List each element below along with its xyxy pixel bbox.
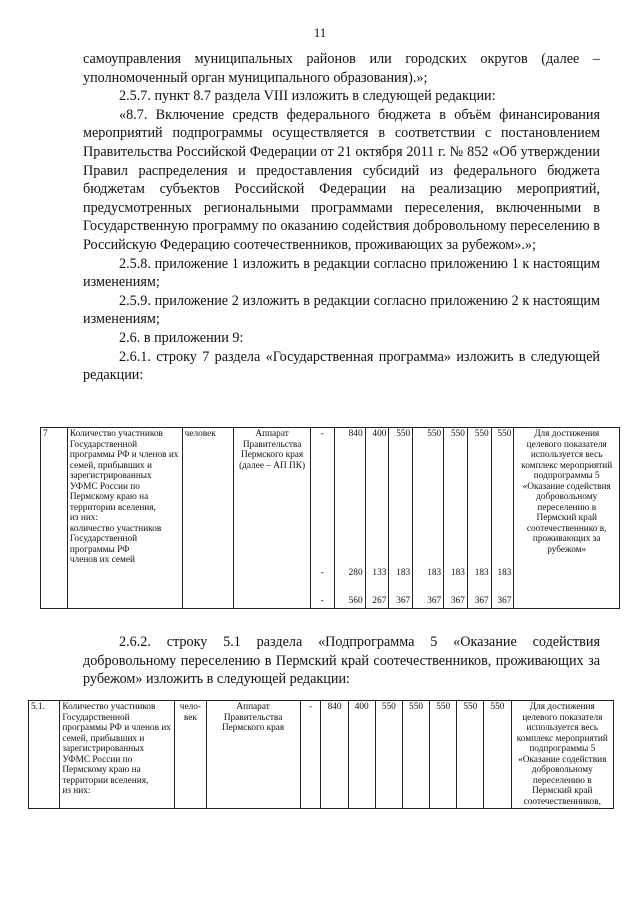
- value-mid: 280: [348, 567, 363, 578]
- main-text-2: [83, 633, 600, 689]
- value-top: -: [320, 429, 324, 439]
- paragraph-2-5-9: 2.5.9. приложение 2 изложить в редакции согласно приложению 2 к настоящим изменениям;: [83, 292, 600, 328]
- value-cell: -: [300, 701, 321, 809]
- value-cell: 550: [484, 701, 511, 809]
- paragraph-8-7: «8.7. Включение средств федерального бюджета в объём финансирования мероприятий подпрограммы осуществляется в соответствии с постановлением Правительства Российской Федерации от 21 октября 2011 г. № 852 «Об утверждении Правил распределения и предоставления субсидий из федерального бюджета бюджетам субъектов Российской Федерации на реализацию мероприятий, предусмотренных региональными программами переселения, включенными в Государственную программу по оказанию содействия добровольному переселению в Российскую Федерацию соотечественников, проживающих за рубежом».»;: [83, 106, 600, 253]
- value-top: 550: [497, 429, 512, 439]
- indicator-cell: [67, 428, 182, 609]
- table-row: [29, 701, 614, 809]
- value-cell: 550: [430, 701, 457, 809]
- paragraph-continuation: самоуправления муниципальных районов или городских округов (далее – уполномоченный орган муниципального образования).»;: [83, 51, 600, 86]
- value-top: 550: [474, 429, 489, 439]
- value-mid: 183: [450, 567, 465, 578]
- value-mid: 133: [372, 567, 387, 578]
- paragraph-2-5-8: 2.5.8. приложение 1 изложить в редакции согласно приложению 1 к настоящим изменениям;: [83, 255, 600, 291]
- executor-cell: Аппарат Правительства Пермского края (далее – АП ПК): [234, 428, 311, 609]
- value-cell: 400: [348, 701, 375, 809]
- value-bottom: 560: [348, 596, 363, 606]
- value-cell: 550: [457, 701, 484, 809]
- indicator-sub-c: членов их семей: [69, 555, 135, 565]
- indicator-main: Количество участников Государственной программы РФ и членов их семей, прибывших и зарегистрированных УФМС России по Пермскому краю на территории вселения,: [69, 429, 179, 513]
- page-number: 11: [313, 25, 327, 40]
- value-top: 400: [372, 429, 387, 439]
- value-top: 550: [396, 429, 411, 439]
- value-cell: [334, 428, 365, 609]
- note-cell: Для достижения целевого показателя используется весь комплекс мероприятий подпрограммы 5 «Оказание содействия добровольному переселению в Пермский край соотечественников,: [511, 701, 613, 809]
- value-bottom: 367: [396, 596, 411, 606]
- value-mid: -: [320, 567, 324, 578]
- unit-cell: человек: [182, 428, 234, 609]
- indicator-main: Количество участников Государственной программы РФ и членов их семей, прибывших и зарегистрированных УФМС России по Пермскому краю на территории вселения,: [62, 702, 171, 786]
- value-cell: [413, 428, 444, 609]
- executor-cell: Аппарат Правительства Пермского края: [206, 701, 300, 809]
- value-bottom: 367: [474, 596, 489, 606]
- value-top: 840: [348, 429, 363, 439]
- value-cell: 550: [402, 701, 429, 809]
- paragraph-2-6-1: 2.6.1. строку 7 раздела «Государственная программа» изложить в следующей редакции:: [83, 348, 600, 384]
- note-cell: Для достижения целевого показателя используется весь комплекс мероприятий подпрограммы 5 «Оказание содействия добровольному переселению в Пермский край соотечественнико в, проживающих за рубежом»: [514, 428, 620, 609]
- value-cell: [491, 428, 514, 609]
- value-cell: [389, 428, 413, 609]
- paragraph-2-6-2: 2.6.2. строку 5.1 раздела «Подпрограмма 5 «Оказание содействия добровольному переселению в Пермский край соотечественников, проживающих за рубежом» изложить в следующей редакции:: [83, 634, 600, 688]
- row-number: 5.1.: [29, 701, 60, 809]
- value-cell: [310, 428, 334, 609]
- value-bottom: 367: [450, 596, 465, 606]
- indicator-sub-a: из них:: [69, 513, 99, 523]
- value-bottom: -: [320, 596, 324, 606]
- table-row: [41, 428, 620, 609]
- value-bottom: 367: [497, 596, 512, 606]
- value-top: 550: [427, 429, 442, 439]
- paragraph-2-5-7: 2.5.7. пункт 8.7 раздела VIII изложить в следующей редакции:: [119, 88, 496, 105]
- value-cell: 550: [375, 701, 402, 809]
- indicator-cell: [60, 701, 175, 809]
- value-mid: 183: [474, 567, 489, 578]
- value-cell: [467, 428, 491, 609]
- value-mid: 183: [427, 567, 442, 578]
- indicator-sub-a: из них:: [62, 786, 91, 796]
- indicator-sub-b: количество участников Государственной программы РФ: [69, 523, 162, 555]
- table-row-7: [40, 427, 620, 609]
- value-cell: 840: [321, 701, 348, 809]
- value-cell: [365, 428, 389, 609]
- paragraph-2-6: 2.6. в приложении 9:: [119, 329, 244, 346]
- value-top: 550: [450, 429, 465, 439]
- table-row-5-1: [28, 700, 614, 809]
- row-number: 7: [41, 428, 68, 609]
- value-mid: 183: [396, 567, 411, 578]
- value-bottom: 267: [372, 596, 387, 606]
- value-mid: 183: [497, 567, 512, 578]
- value-bottom: 367: [427, 596, 442, 606]
- value-cell: [444, 428, 468, 609]
- main-text: [83, 50, 600, 385]
- unit-cell: чело-век: [175, 701, 206, 809]
